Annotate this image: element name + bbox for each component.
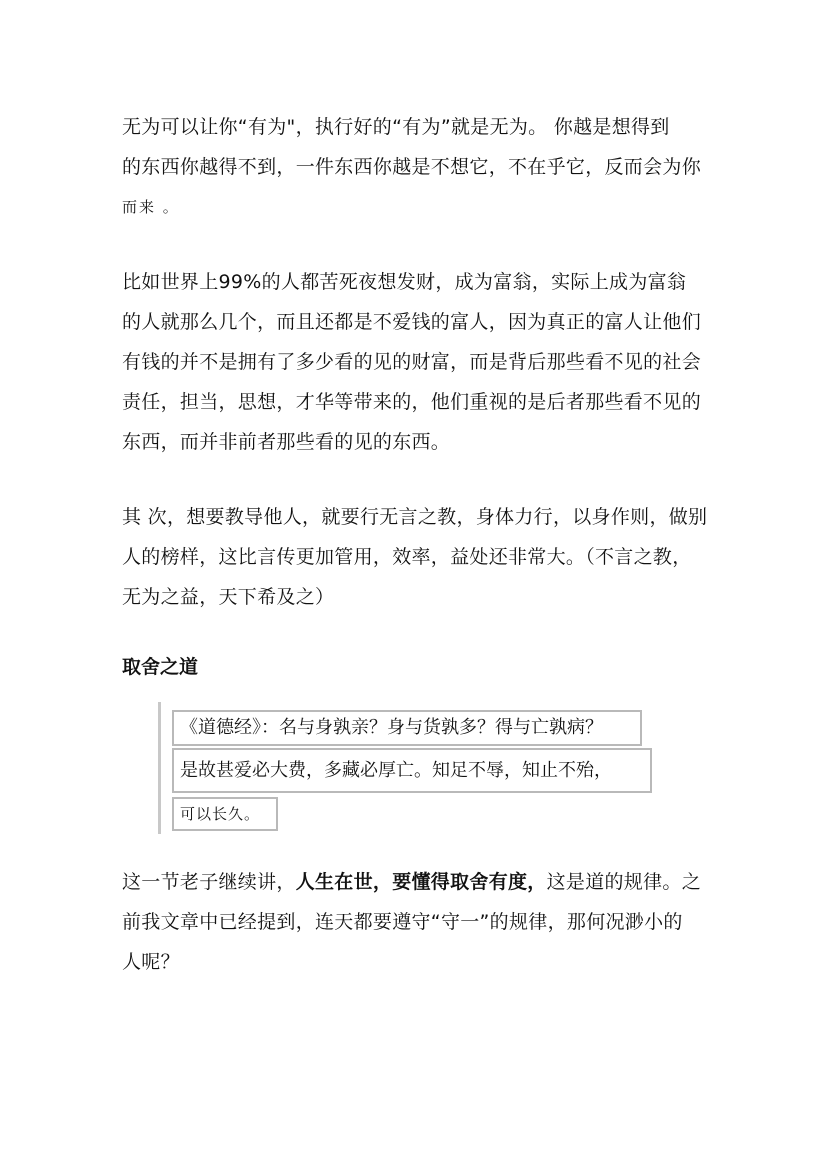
paragraph-wealth [122,262,712,462]
text-line [122,862,712,902]
section-heading: 取舍之道 [122,656,199,678]
text-line: 无为之益，天下希及之） [122,586,335,608]
quote-left-rule [158,702,161,834]
text-line: 其 次，想要教导他人，就要行无言之教，身体力行，以身作则，做别 [122,506,708,528]
text-line: 而来 。 [122,198,180,216]
quote-line-box: 是故甚爱必大费，多藏必厚亡。知足不辱，知止不殆， [172,748,652,793]
text-line: 比如世界上99%的人都苦死夜想发财，成为富翁，实际上成为富翁 [122,271,687,293]
text-line: 人的榜样，这比言传更加管用，效率，益处还非常大。（不言之教， [122,546,692,568]
text-segment: 这一节老子继续讲， [122,871,296,893]
text-line: 人呢？ [122,951,180,973]
paragraph-choice [122,862,712,982]
text-line: 的人就那么几个，而且还都是不爱钱的富人，因为真正的富人让他们 [122,311,702,333]
text-segment: 这是道的规律。之 [546,871,702,893]
text-line: 责任，担当，思想，才华等带来的，他们重视的是后者那些看不见的 [122,391,702,413]
emphasis-text: 人生在世，要懂得取舍有度， [295,871,547,893]
quote-line-box: 可以长久。 [172,797,278,831]
paragraph-wuwei [122,107,712,227]
text-line: 前我文章中已经提到，连天都要遵守“守一”的规律，那何况渺小的 [122,911,683,933]
text-line: 无为可以让你“有为"，执行好的“有为”就是无为。 你越是想得到 [122,116,670,138]
text-line: 的东西你越得不到，一件东西你越是不想它，不在乎它，反而会为你 [122,156,702,178]
quote-line-box: 《道德经》：名与身孰亲？身与货孰多？得与亡孰病？ [172,710,642,746]
paragraph-teaching [122,497,712,617]
text-line: 东西，而并非前者那些看的见的东西。 [122,431,451,453]
text-line: 有钱的并不是拥有了多少看的见的财富，而是背后那些看不见的社会 [122,351,702,373]
